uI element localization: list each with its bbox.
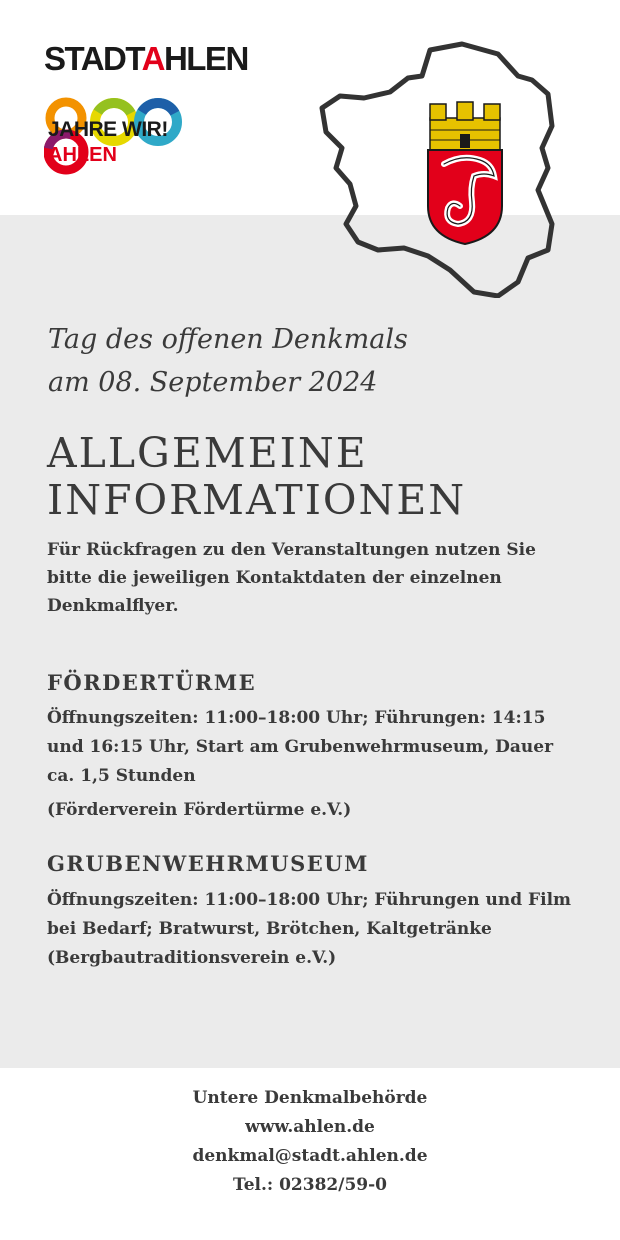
section-body-foerdertuerme: Öffnungszeiten: 11:00–18:00 Uhr; Führungen: 14:15 und 16:15 Uhr, Start am Grubenwehrmuseum, Dauer ca. 1,5 Stunden [47,708,554,786]
contact-block [0,1084,620,1200]
svg-text:800: 800 [44,110,46,111]
coat-of-arms-icon [428,102,502,244]
jubilee-line: JAHRE WIR! [48,118,168,141]
contact-phone: Tel.: 02382/59-0 [233,1175,387,1195]
event-date-script: Tag des offenen Denkmals am 08. September 2024 [48,324,408,398]
section-organizer-grubenwehrmuseum: (Bergbautraditionsverein e.V.) [47,948,337,968]
contact-office: Untere Denkmalbehörde [192,1088,428,1108]
page-title: ALLGEMEINE INFORMATIONEN [47,429,467,524]
contact-website-link[interactable]: www.ahlen.de [245,1117,375,1137]
section-body-grubenwehrmuseum: Öffnungszeiten: 11:00–18:00 Uhr; Führungen und Film bei Bedarf; Bratwurst, Brötchen, Kaltgetränke [47,890,572,939]
brand-wordmark: STADTAHLEN [44,40,248,77]
district-map-with-coat-of-arms [312,36,562,298]
section-title-grubenwehrmuseum: GRUBENWEHRMUSEUM [47,851,369,876]
section-organizer-foerdertuerme: (Förderverein Fördertürme e.V.) [47,800,352,820]
section-title-foerdertuerme: FÖRDERTÜRME [47,670,257,695]
jubilee-city: AHLEN [48,144,117,166]
intro-text: Für Rückfragen zu den Veranstaltungen nutzen Sie bitte die jeweiligen Kontaktdaten der einzelnen Denkmalflyer. [47,540,536,616]
contact-email-link[interactable]: denkmal@stadt.ahlen.de [192,1146,428,1166]
stadt-ahlen-logo [44,30,248,200]
